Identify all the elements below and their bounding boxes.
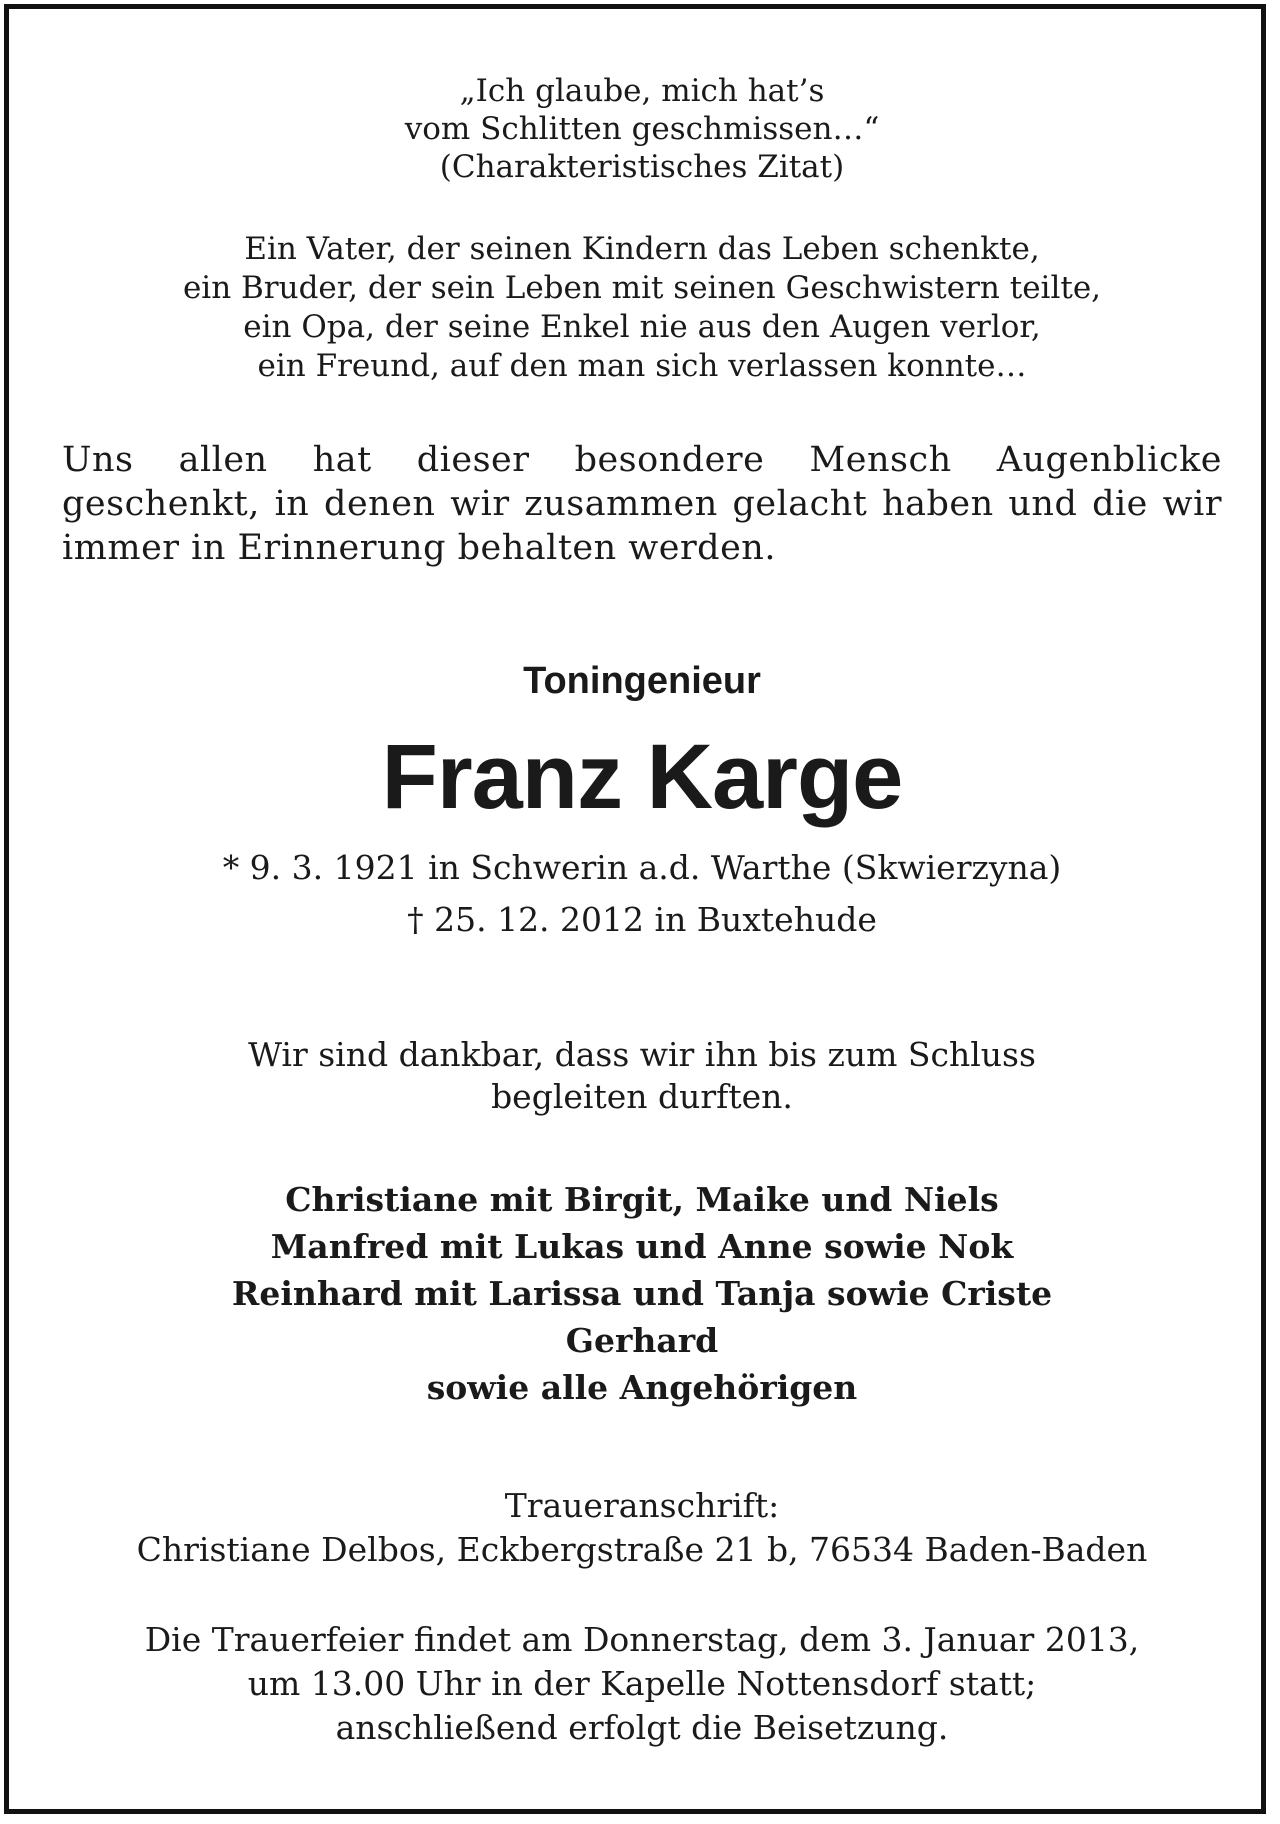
ceremony-line-3: anschließend erfolgt die Beisetzung.	[335, 1708, 949, 1747]
death-date: † 25. 12. 2012 in Buxtehude	[407, 900, 877, 939]
mourner-line-2: Manfred mit Lukas und Anne sowie Nok	[270, 1227, 1014, 1266]
quote-line-3: (Charakteristisches Zitat)	[439, 149, 845, 185]
memory-text: Uns allen hat dieser besondere Mensch Augenblicke geschenkt, in denen wir zusammen gelacht haben und die wir immer in Erinnerung behalten werden.	[62, 440, 1222, 568]
birth-date: * 9. 3. 1921 in Schwerin a.d. Warthe (Skwierzyna)	[222, 848, 1062, 887]
mourner-line-3: Reinhard mit Larissa und Tanja sowie Criste	[231, 1274, 1053, 1313]
quote-line-1: „Ich glaube, mich hat’s	[459, 73, 825, 109]
funeral-details	[62, 1618, 1222, 1750]
address-value: Christiane Delbos, Eckbergstraße 21 b, 76534 Baden-Baden	[136, 1530, 1148, 1569]
quote-line-2: vom Schlitten geschmissen…“	[404, 111, 880, 147]
tribute-verse	[62, 230, 1222, 386]
memory-paragraph	[62, 438, 1222, 570]
ceremony-line-1: Die Trauerfeier findet am Donnerstag, dem 3. Januar 2013,	[144, 1620, 1140, 1659]
tribute-line-4: ein Freund, auf den man sich verlassen konnte…	[257, 348, 1027, 384]
thanks-line-1: Wir sind dankbar, dass wir ihn bis zum Schluss	[248, 1035, 1036, 1074]
mourners-list	[62, 1176, 1222, 1411]
life-dates	[62, 842, 1222, 946]
mourner-line-5: sowie alle Angehörigen	[426, 1368, 858, 1407]
mourning-address	[62, 1484, 1222, 1572]
tribute-line-2: ein Bruder, der sein Leben mit seinen Geschwistern teilte,	[182, 270, 1102, 306]
mourner-line-4: Gerhard	[565, 1321, 719, 1360]
ceremony-line-2: um 13.00 Uhr in der Kapelle Nottensdorf statt;	[247, 1664, 1037, 1703]
tribute-line-3: ein Opa, der seine Enkel nie aus den Augen verlor,	[243, 309, 1041, 345]
deceased-profession: Toningenieur	[523, 660, 761, 702]
address-label: Traueranschrift:	[504, 1486, 780, 1525]
deceased-name: Franz Karge	[381, 726, 903, 828]
thanks-line-2: begleiten durften.	[491, 1077, 793, 1116]
gratitude-statement	[62, 1034, 1222, 1118]
characteristic-quote	[62, 72, 1222, 186]
mourner-line-1: Christiane mit Birgit, Maike und Niels	[285, 1180, 999, 1219]
tribute-line-1: Ein Vater, der seinen Kindern das Leben schenkte,	[244, 231, 1040, 267]
